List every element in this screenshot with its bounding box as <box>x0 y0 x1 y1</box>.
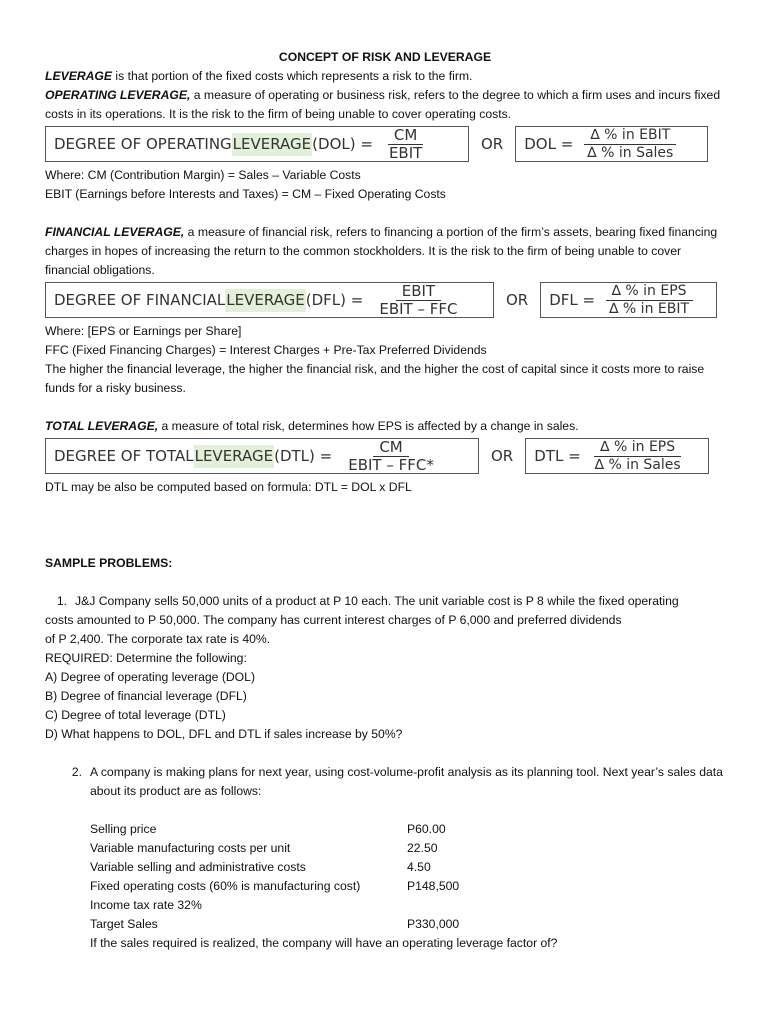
dtl-alt-denominator: ∆ % in Sales <box>594 456 681 473</box>
dol-where-ebit: EBIT (Earnings before Interests and Taxes) = CM – Fixed Operating Costs <box>45 187 446 201</box>
dfl-note: The higher the financial leverage, the higher the financial risk, and the higher the cost of capital since it costs more to raise funds for a risky business. <box>45 362 705 395</box>
dtl-label-highlight: LEVERAGE <box>194 445 275 468</box>
problem-2-text: 2. A company is making plans for next year, using cost-volume-profit analysis as its planning tool. Next year’s sales data about its product are as follows: <box>45 763 725 801</box>
dol-alt-numerator: ∆ % in EBIT <box>584 127 676 145</box>
dol-alt-fraction <box>581 127 679 162</box>
leverage-text: is that portion of the fixed costs which represents a risk to the firm. <box>112 69 473 83</box>
problem-1-line-1: 1. J&J Company sells 50,000 units of a product at P 10 each. The unit variable cost is P 8 while the fixed operating <box>45 592 725 611</box>
dtl-alt-numerator: ∆ % in EPS <box>594 439 681 457</box>
leverage-term: LEVERAGE <box>45 69 113 83</box>
dol-formula-box <box>45 126 469 162</box>
dol-numerator: CM <box>388 127 423 145</box>
dol-fraction <box>383 127 428 162</box>
dfl-fraction <box>373 283 463 318</box>
document-page <box>45 48 725 953</box>
dfl-label-highlight: LEVERAGE <box>225 289 306 312</box>
dfl-label-post: (DFL) = <box>305 290 364 309</box>
dtl-formula-row <box>45 438 725 474</box>
dfl-alt-label: DFL = <box>549 290 596 309</box>
problem-2-data-table <box>90 820 459 934</box>
dol-alt-label: DOL = <box>524 134 574 153</box>
dfl-alt-formula-box <box>540 282 717 318</box>
table-row: Target Sales P330,000 <box>90 917 460 931</box>
dfl-alt-fraction <box>603 283 695 318</box>
operating-leverage-term: OPERATING LEVERAGE, <box>45 88 191 102</box>
total-leverage-definition <box>45 417 725 436</box>
dfl-formula-box <box>45 282 494 318</box>
problem-1-number: 1. <box>56 594 67 608</box>
leverage-definition <box>45 67 725 86</box>
dtl-denominator: EBIT – FFC* <box>348 455 434 474</box>
table-row: Fixed operating costs (60% is manufacturing cost) P148,500 <box>90 879 460 893</box>
table-row: Variable manufacturing costs per unit 22.50 <box>90 841 438 855</box>
dtl-label-pre: DEGREE OF TOTAL <box>54 446 194 465</box>
dol-label-pre: DEGREE OF OPERATING <box>54 134 232 153</box>
total-leverage-term: TOTAL LEVERAGE, <box>45 419 159 433</box>
problem-2-number: 2. <box>71 765 82 779</box>
dol-label-highlight: LEVERAGE <box>232 133 313 156</box>
dfl-where-eps: Where: [EPS or Earnings per Share] <box>45 324 242 338</box>
dfl-formula-row <box>45 282 725 318</box>
total-leverage-text: a measure of total risk, determines how EPS is affected by a change in sales. <box>158 419 579 433</box>
dol-alt-formula-box <box>515 126 708 162</box>
dtl-alt-formula-box <box>525 438 709 474</box>
dfl-alt-numerator: ∆ % in EPS <box>606 283 693 301</box>
dtl-or: OR <box>491 446 514 465</box>
dol-where-cm: Where: CM (Contribution Margin) = Sales – Variable Costs <box>45 168 361 182</box>
dtl-formula-box <box>45 438 479 474</box>
dfl-alt-denominator: ∆ % in EBIT <box>609 300 690 317</box>
problem-1-required: REQUIRED: Determine the following: <box>45 651 247 665</box>
financial-leverage-definition <box>45 223 725 280</box>
operating-leverage-text: a measure of operating or business risk, refers to the degree to which a firm uses and incurs fixed costs in its operations. It is the risk to the firm of being unable to cover operating costs. <box>45 88 721 121</box>
problem-1 <box>45 592 725 744</box>
dfl-numerator: EBIT <box>396 283 441 301</box>
dtl-note: DTL may be also be computed based on formula: DTL = DOL x DFL <box>45 480 412 494</box>
dol-formula-row <box>45 126 725 162</box>
dtl-alt-fraction <box>589 439 687 474</box>
problem-2-question: If the sales required is realized, the company will have an operating leverage factor of? <box>90 936 558 950</box>
problem-1-line-3: of P 2,400. The corporate tax rate is 40%. <box>45 632 271 646</box>
problem-1-line-2: costs amounted to P 50,000. The company has current interest charges of P 6,000 and preferred dividends <box>45 613 622 627</box>
problem-1-item-b: B) Degree of financial leverage (DFL) <box>45 689 247 703</box>
problem-1-item-c: C) Degree of total leverage (DTL) <box>45 708 226 722</box>
problem-1-item-a: A) Degree of operating leverage (DOL) <box>45 670 256 684</box>
dol-alt-denominator: ∆ % in Sales <box>587 144 674 161</box>
financial-leverage-text: a measure of financial risk, refers to financing a portion of the firm’s assets, bearing fixed financing charges in hopes of increasing the return to the common stockholders. It is the risk to the firm of being unable to cover financial obligations. <box>45 225 718 277</box>
dfl-where-ffc: FFC (Fixed Financing Charges) = Interest Charges + Pre-Tax Preferred Dividends <box>45 343 487 357</box>
dol-denominator: EBIT <box>388 143 423 162</box>
table-row: Income tax rate 32% <box>90 898 202 912</box>
dol-label-post: (DOL) = <box>312 134 373 153</box>
dol-or: OR <box>481 134 504 153</box>
dtl-alt-label: DTL = <box>534 446 581 465</box>
dtl-numerator: CM <box>373 439 408 457</box>
problem-2 <box>45 763 725 953</box>
table-row: Variable selling and administrative costs 4.50 <box>90 860 431 874</box>
dtl-fraction <box>342 439 440 474</box>
operating-leverage-definition <box>45 86 725 124</box>
dtl-label-post: (DTL) = <box>274 446 333 465</box>
sample-problems-heading: SAMPLE PROBLEMS: <box>45 556 173 570</box>
dfl-denominator: EBIT – FFC <box>379 299 458 318</box>
table-row: Selling price P60.00 <box>90 822 446 836</box>
page-title: CONCEPT OF RISK AND LEVERAGE <box>278 50 492 64</box>
dfl-or: OR <box>506 290 529 309</box>
financial-leverage-term: FINANCIAL LEVERAGE, <box>45 225 185 239</box>
problem-1-item-d: D) What happens to DOL, DFL and DTL if sales increase by 50%? <box>45 727 403 741</box>
dfl-label-pre: DEGREE OF FINANCIAL <box>54 290 226 309</box>
